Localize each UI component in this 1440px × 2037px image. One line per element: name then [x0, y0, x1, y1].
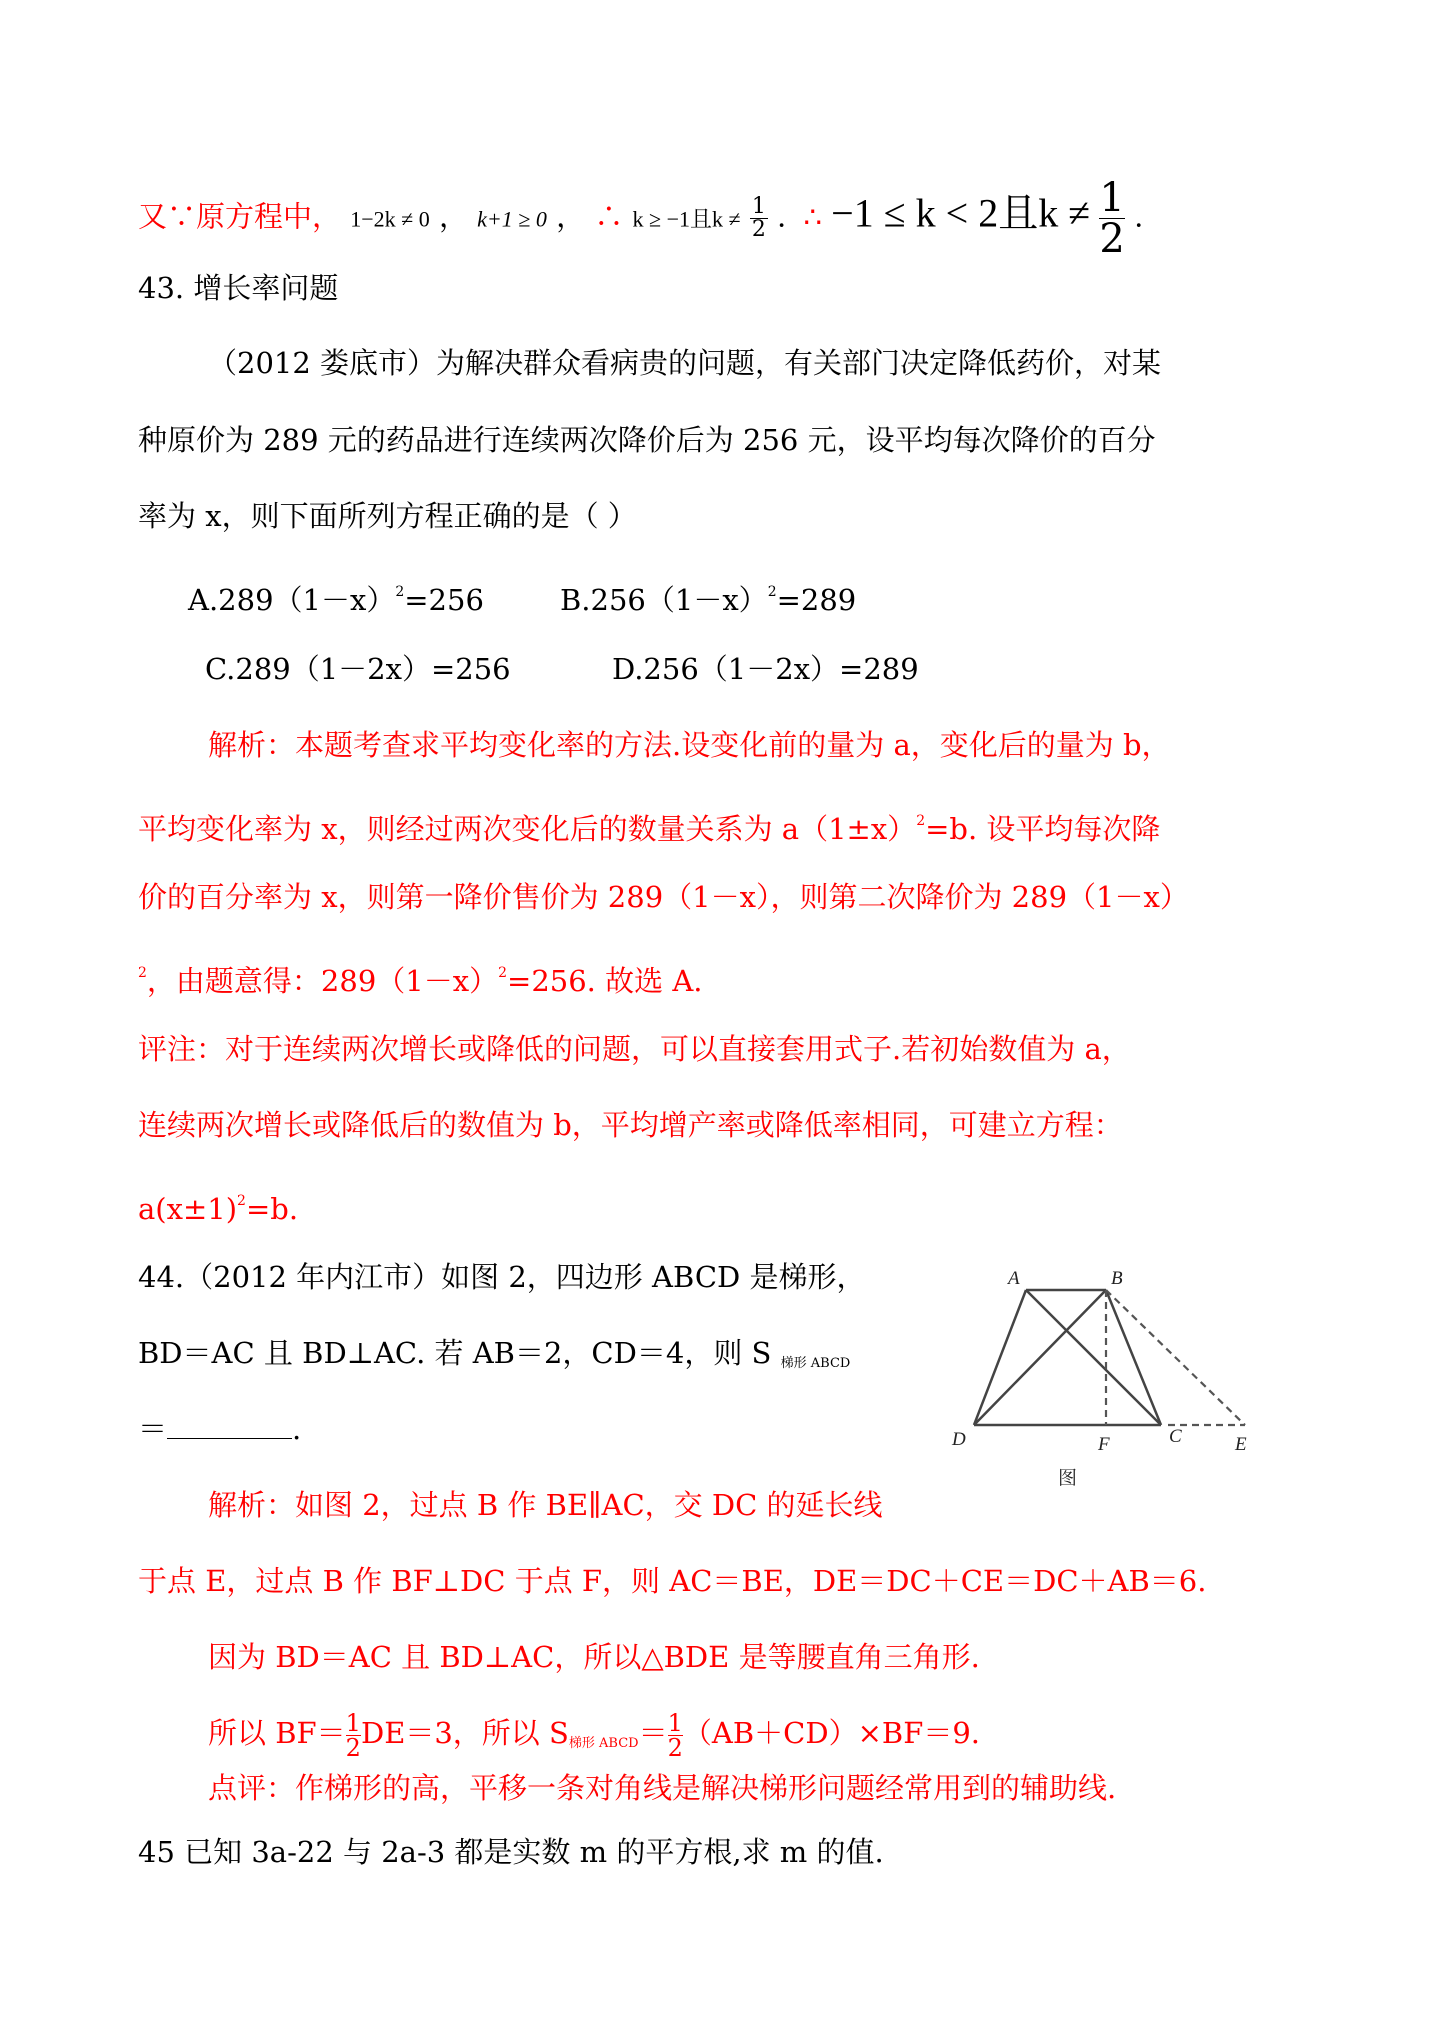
separator: ，: [438, 199, 468, 234]
label-a: A: [1008, 1268, 1020, 1289]
answer-blank: [167, 1412, 292, 1439]
q45-stem: 45 已知 3a-22 与 2a-3 都是实数 m 的平方根,求 m 的值.: [138, 1835, 884, 1869]
figure-caption: 图: [1058, 1467, 1078, 1489]
q43-heading: 43. 增长率问题: [138, 271, 339, 305]
fraction-half: $\frac{1}{2}$: [345, 1708, 361, 1762]
subscript: 梯形 ABCD: [568, 1736, 639, 1751]
q43-analysis-line-3: 价的百分率为 x，则第一降价售价为 289（1－x），则第二次降价为 289（1－x）: [138, 880, 1189, 914]
fraction-half-large: $\frac{1}{2}$: [1099, 175, 1125, 262]
q44-analysis-line-2: 于点 E，过点 B 作 BF⊥DC 于点 F，则 AC＝BE，DE＝DC＋CE＝DC＋AB＝6.: [138, 1564, 1207, 1598]
subscript: 梯形 ABCD: [780, 1356, 851, 1371]
condition-2: k+1 ≥ 0: [477, 206, 547, 232]
q44-stem-line-1: 44.（2012 年内江市）如图 2，四边形 ABCD 是梯形，: [138, 1260, 866, 1294]
q43-stem-line-2: 种原价为 289 元的药品进行连续两次降价后为 256 元，设平均每次降价的百分: [138, 423, 1156, 457]
q44-stem-line-3: ＝ .: [138, 1412, 302, 1446]
q43-analysis-line-4: $^2$，由题意得：$289(1-x)^2=256$. 故选 A.: [138, 964, 703, 998]
period: .: [1134, 199, 1144, 234]
label-d: D: [952, 1429, 966, 1450]
q43-stem-line-1: （2012 娄底市）为解决群众看病贵的问题，有关部门决定降低药价，对某: [208, 346, 1162, 380]
q43-option-b: $B.256(1-x)^2=289$: [560, 583, 857, 617]
result-1-text: k ≥ −1且k ≠: [632, 206, 741, 232]
q44-analysis-line-3: 因为 BD＝AC 且 BD⊥AC，所以△BDE 是等腰直角三角形.: [208, 1640, 980, 1674]
q44-stem-line-2: BD＝AC 且 BD⊥AC. 若 AB＝2，CD＝4，则 S $_{梯形 ABCD}$: [138, 1336, 851, 1371]
fraction-half: $\frac{1}{2}$: [751, 194, 766, 242]
q44-analysis-line-4: 所以 BF＝ $\frac{1}{2}$ DE＝3，所以 $S_{梯形 ABCD}=$ $\frac{1}{2}$ （AB＋CD）×BF＝9.: [208, 1708, 980, 1762]
q44-analysis-line-1: 解析：如图 2，过点 B 作 BE∥AC，交 DC 的延长线: [208, 1488, 883, 1522]
continuation-prefix: 又∵原方程中，: [138, 199, 342, 234]
separator: ，: [556, 199, 586, 234]
q43-comment-line-3: $a(x\pm 1)^2=b$.: [138, 1192, 299, 1226]
q43-comment-line-2: 连续两次增长或降低后的数值为 b，平均增产率或降低率相同，可建立方程：: [138, 1108, 1123, 1142]
q43-option-a: $A.289(1-x)^2=256$: [188, 583, 484, 617]
q43-stem-line-3: 率为 x，则下面所列方程正确的是（ ）: [138, 499, 637, 533]
q43-option-d: D.256（1－2x）=289: [612, 652, 919, 686]
trapezoid-figure: [940, 1262, 1280, 1502]
q43-analysis-line-1: 解析：本题考查求平均变化率的方法.设变化前的量为 a，变化后的量为 b，: [208, 728, 1171, 762]
result-2-text: −1 ≤ k < 2且k ≠: [831, 190, 1091, 236]
q44-review: 点评：作梯形的高，平移一条对角线是解决梯形问题经常用到的辅助线.: [208, 1771, 1117, 1805]
fraction-half: $\frac{1}{2}$: [667, 1708, 683, 1762]
condition-1: 1−2k ≠ 0: [350, 206, 430, 232]
label-c: C: [1169, 1426, 1182, 1447]
therefore-symbol: ∴: [803, 199, 822, 234]
q43-option-c: C.289（1－2x）=256: [205, 652, 511, 686]
period: .: [777, 199, 787, 234]
label-e: E: [1235, 1434, 1247, 1455]
q43-comment-line-1: 评注：对于连续两次增长或降低的问题，可以直接套用式子.若初始数值为 a，: [138, 1032, 1131, 1066]
trapezoid-diagram-icon: [940, 1262, 1280, 1502]
label-f: F: [1098, 1434, 1110, 1455]
continuation-line: [138, 175, 1144, 262]
label-b: B: [1111, 1268, 1123, 1289]
therefore-symbol: ∴: [594, 199, 624, 234]
q43-analysis-line-2: 平均变化率为 x，则经过两次变化后的数量关系为 $a(1\pm x)^2=b$. 设平均每次降: [138, 812, 1161, 846]
